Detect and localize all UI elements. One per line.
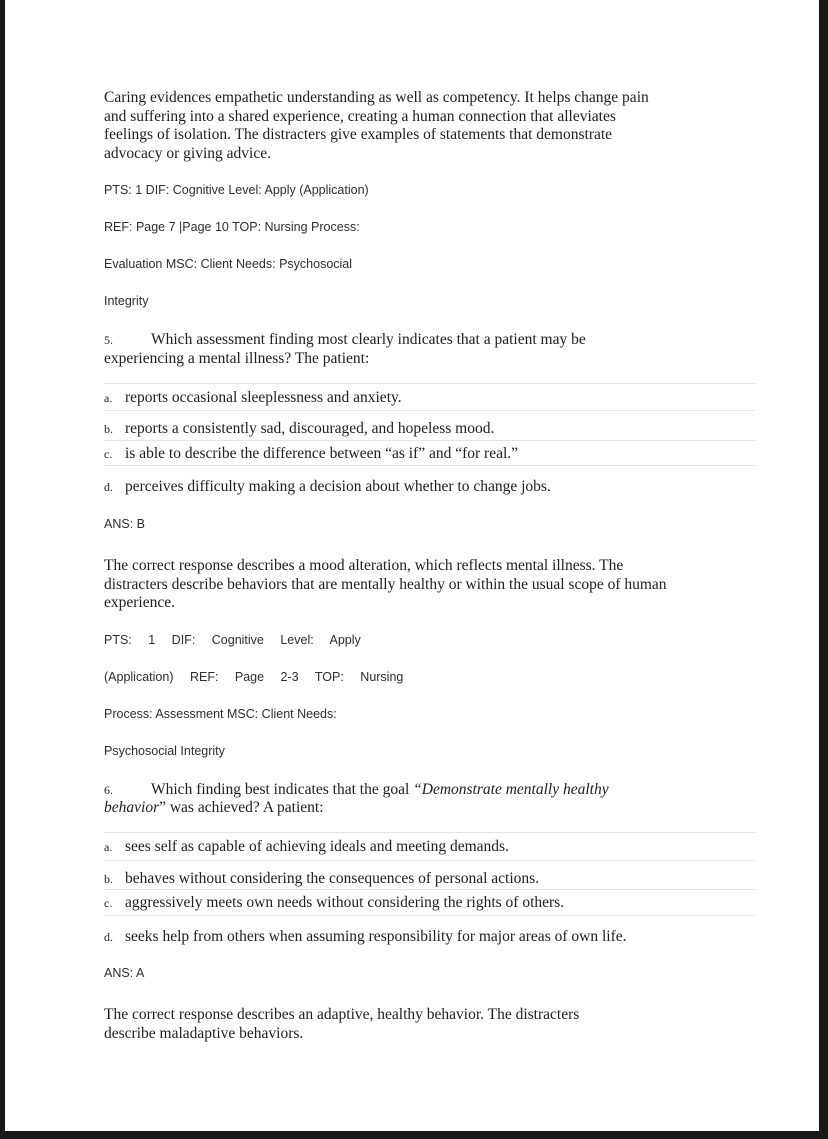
option-letter: c. xyxy=(104,896,113,911)
question-6-stem xyxy=(104,781,755,818)
option-row-c xyxy=(104,889,755,916)
meta-line: Psychosocial Integrity xyxy=(104,743,225,758)
paragraph-line: feelings of isolation. The distracters give examples of statements that demonstrate xyxy=(104,126,613,144)
intro-rationale-paragraph xyxy=(104,0,755,163)
option-row-a xyxy=(104,832,755,860)
question-5-answer: ANS: B xyxy=(104,516,145,531)
option-letter: a. xyxy=(104,839,113,854)
question-6 xyxy=(104,781,755,1044)
option-group xyxy=(104,832,755,916)
meta-line: Integrity xyxy=(104,294,149,309)
option-text: seeks help from others when assuming responsibility for major areas of own life. xyxy=(125,927,627,945)
option-letter: b. xyxy=(104,422,113,437)
option-row-b xyxy=(104,410,755,440)
option-text: reports occasional sleeplessness and anxiety. xyxy=(125,388,402,406)
option-group xyxy=(104,383,755,467)
rationale-line: The correct response describes a mood alteration, which reflects mental illness. The xyxy=(104,556,624,574)
question-5 xyxy=(104,331,755,757)
option-text: sees self as capable of achieving ideals and meeting demands. xyxy=(125,837,509,855)
rationale-line: describe maladaptive behaviors. xyxy=(104,1024,304,1042)
stem-text: Which finding best indicates that the goal xyxy=(151,780,414,798)
page-edge-bottom xyxy=(0,1131,828,1139)
option-letter: d. xyxy=(104,929,113,944)
option-text: behaves without considering the consequences of personal actions. xyxy=(125,869,540,887)
paragraph-line: and suffering into a shared experience, creating a human connection that alleviates xyxy=(104,107,616,125)
rationale-line: The correct response describes an adaptive, healthy behavior. The distracters xyxy=(104,1006,580,1024)
stem-line xyxy=(104,331,755,350)
option-row-b xyxy=(104,860,755,890)
rationale-line: distracters describe behaviors that are mentally healthy or within the usual scope of human xyxy=(104,575,667,593)
stem-goal-italic: “Demonstrate mentally healthy xyxy=(413,780,609,798)
meta-line: (Application) REF: Page 2-3 TOP: Nursing xyxy=(104,669,404,684)
meta-line: REF: Page 7 |Page 10 TOP: Nursing Process: xyxy=(104,220,360,235)
question-5-rationale xyxy=(104,557,755,613)
option-text: reports a consistently sad, discouraged, and hopeless mood. xyxy=(125,420,495,438)
option-row-d xyxy=(104,928,755,947)
meta-line: PTS: 1 DIF: Cognitive Level: Apply xyxy=(104,632,361,647)
stem-line xyxy=(104,781,755,800)
question-number: 6. xyxy=(104,782,113,797)
stem-text: ” was achieved? A patient: xyxy=(159,799,324,817)
stem-line: experiencing a mental illness? The patient: xyxy=(104,349,370,367)
option-letter: b. xyxy=(104,871,113,886)
question-6-answer: ANS: A xyxy=(104,966,145,981)
option-letter: d. xyxy=(104,480,113,495)
option-text: perceives difficulty making a decision about whether to change jobs. xyxy=(125,478,551,496)
question-6-rationale xyxy=(104,1006,755,1043)
stem-line xyxy=(104,799,755,818)
question-6-options xyxy=(104,832,755,946)
meta-line: PTS: 1 DIF: Cognitive Level: Apply (Application) xyxy=(104,183,369,198)
paragraph-line: Caring evidences empathetic understanding as well as competency. It helps change pain xyxy=(104,89,649,106)
option-letter: c. xyxy=(104,446,113,461)
meta-line: Process: Assessment MSC: Client Needs: xyxy=(104,706,337,721)
question-5-metadata xyxy=(104,634,755,758)
page-edge-right xyxy=(819,0,828,1139)
option-row-c xyxy=(104,440,755,467)
document-body xyxy=(104,0,755,1043)
option-text: is able to describe the difference between “as if” and “for real.” xyxy=(125,444,519,462)
option-text: aggressively meets own needs without considering the rights of others. xyxy=(125,894,565,912)
rationale-line: experience. xyxy=(104,594,175,612)
option-letter: a. xyxy=(104,390,113,405)
question-number: 5. xyxy=(104,333,113,348)
question-5-options xyxy=(104,383,755,497)
stem-goal-italic: behavior xyxy=(104,799,160,817)
stem-text: Which assessment finding most clearly indicates that a patient may be xyxy=(151,331,586,349)
option-row-a xyxy=(104,383,755,411)
option-row-d xyxy=(104,478,755,497)
page-edge-left xyxy=(0,0,5,1139)
paragraph-line: advocacy or giving advice. xyxy=(104,144,271,162)
question4-metadata xyxy=(104,184,755,308)
question-5-stem xyxy=(104,331,755,368)
meta-line: Evaluation MSC: Client Needs: Psychosocial xyxy=(104,257,353,272)
